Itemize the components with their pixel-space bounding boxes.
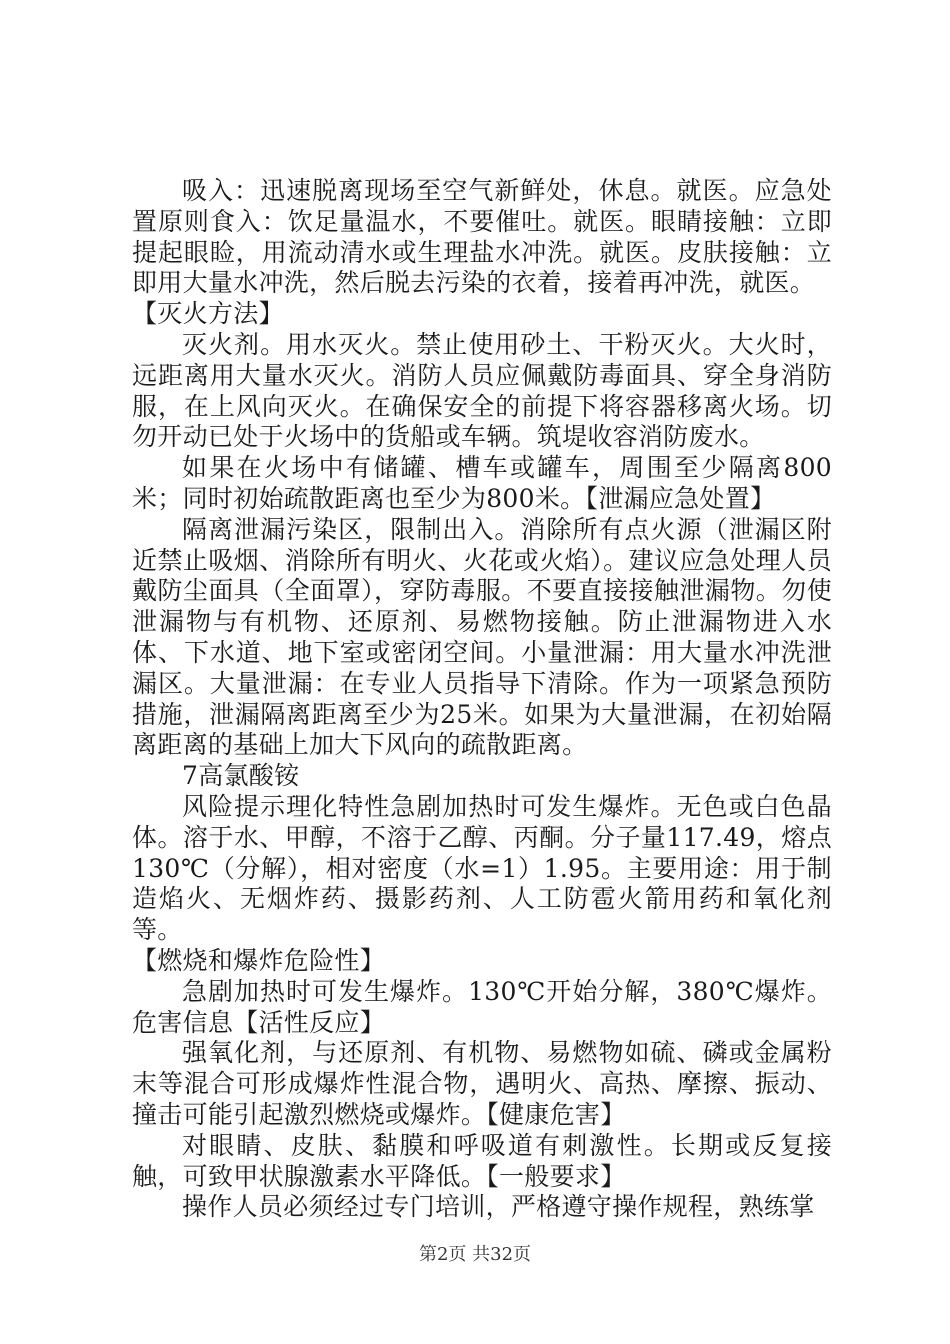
paragraph-health-hazard: 对眼睛、皮肤、黏膜和呼吸道有刺激性。长期或反复接触，可致甲状腺激素水平降低。【一般要求】 (132, 1130, 832, 1191)
document-body (132, 176, 832, 1223)
heading-fire-fighting: 【灭火方法】 (132, 299, 284, 329)
paragraph-isolation-distance: 如果在火场中有储罐、槽车或罐车，周围至少隔离800米；同时初始疏散距离也至少为800米。【泄漏应急处置】 (132, 453, 832, 513)
paragraph-extinguishing-agent: 灭火剂。用水灭火。禁止使用砂土、干粉灭火。大火时，远距离用大量水灭火。消防人员应佩戴防毒面具、穿全身消防服，在上风向灭火。在确保安全的前提下将容器移离火场。切勿开动已处于火场中的货船或车辆。筑堤收容消防废水。 (132, 329, 832, 452)
paragraph-explosion-info: 急剧加热时可发生爆炸。130℃开始分解，380℃爆炸。危害信息【活性反应】 (132, 976, 832, 1037)
paragraph-first-aid: 吸入：迅速脱离现场至空气新鲜处，休息。就医。应急处置原则食入：饮足量温水，不要催吐。就医。眼睛接触：立即提起眼睑，用流动清水或生理盐水冲洗。就医。皮肤接触：立即用大量水冲洗，然后脱去污染的衣着，接着再冲洗，就医。 (132, 176, 832, 298)
paragraph-properties: 风险提示理化特性急剧加热时可发生爆炸。无色或白色晶体。溶于水、甲醇，不溶于乙醇、丙酮。分子量117.49，熔点130℃（分解），相对密度（水=1）1.95。主要用途：用于制造焰火、无烟炸药、摄影药剂、人工防雹火箭用药和氧化剂等。 (132, 791, 832, 945)
paragraph-general-requirements: 操作人员必须经过专门培训，严格遵守操作规程，熟练掌 (182, 1192, 815, 1222)
heading-combustion-explosion: 【燃烧和爆炸危险性】 (132, 945, 386, 975)
paragraph-leak-handling: 隔离泄漏污染区，限制出入。消除所有点火源（泄漏区附近禁止吸烟、消除所有明火、火花或火焰）。建议应急处理人员戴防尘面具（全面罩），穿防毒服。不要直接接触泄漏物。勿使泄漏物与有机物、还原剂、易燃物接触。防止泄漏物进入水体、下水道、地下室或密闭空间。小量泄漏：用大量水冲洗泄漏区。大量泄漏：在专业人员指导下清除。作为一项紧急预防措施，泄漏隔离距离至少为25米。如果为大量泄漏，在初始隔离距离的基础上加大下风向的疏散距离。 (132, 514, 832, 760)
section-title-ammonium-perchlorate: 7高氯酸铵 (182, 761, 300, 791)
page-footer: 第2页 共32页 (418, 1244, 532, 1265)
paragraph-reactivity: 强氧化剂，与还原剂、有机物、易燃物如硫、磷或金属粉末等混合可形成爆炸性混合物，遇明火、高热、摩擦、振动、撞击可能引起激烈燃烧或爆炸。【健康危害】 (132, 1038, 832, 1129)
